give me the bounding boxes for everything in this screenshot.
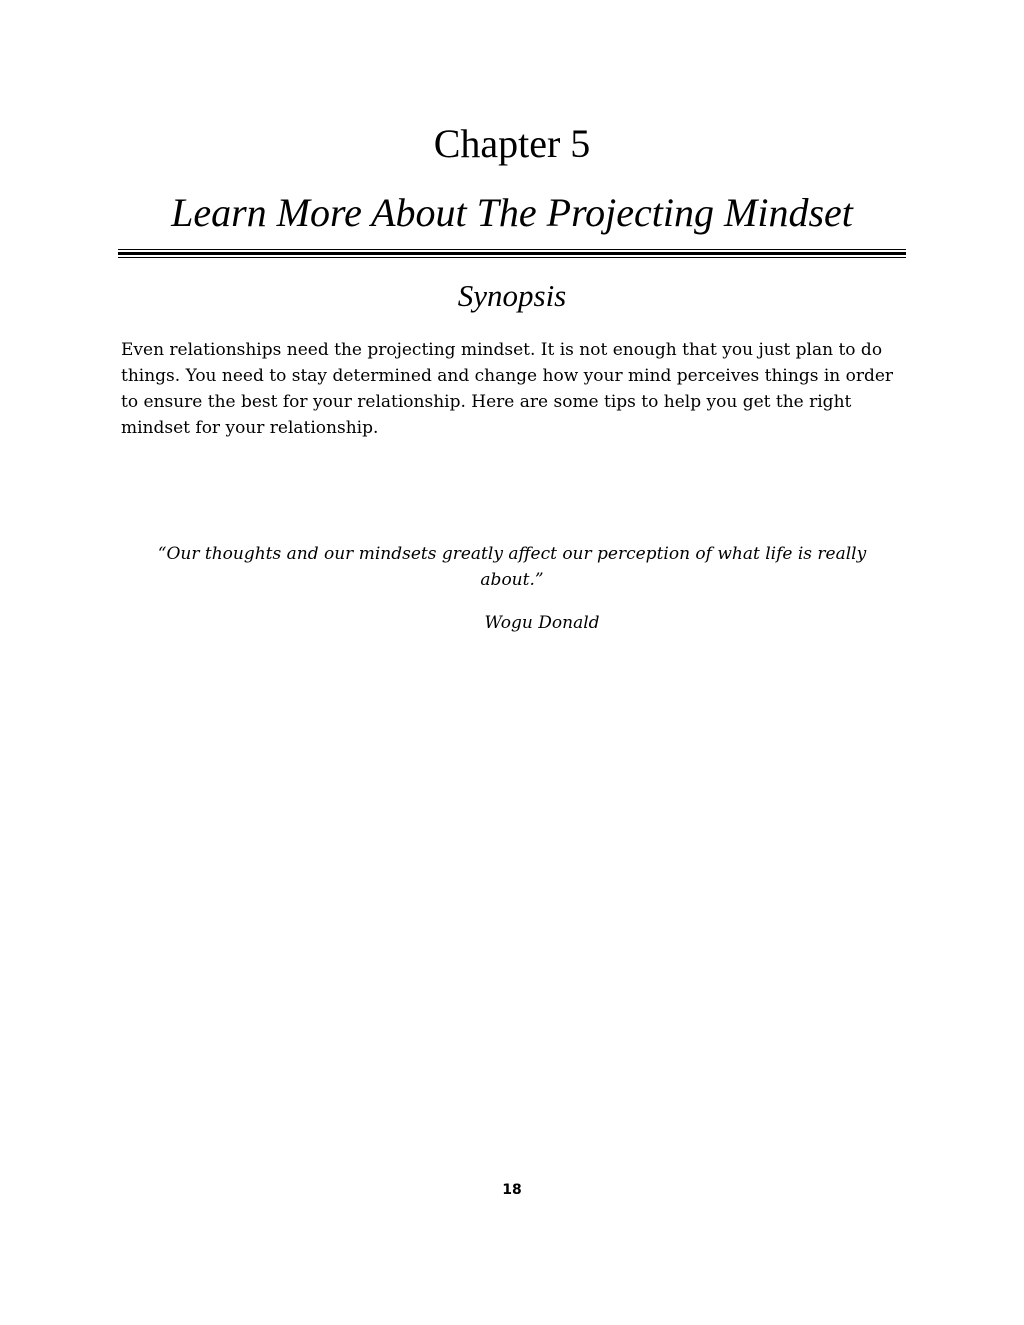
quote-author: Wogu Donald xyxy=(484,613,600,633)
chapter-title: Learn More About The Projecting Mindset xyxy=(171,190,853,235)
title-divider xyxy=(118,249,906,259)
divider-line-bottom xyxy=(118,257,906,258)
divider-line-middle xyxy=(118,252,906,255)
synopsis-paragraph: Even relationships need the projecting mindset. It is not enough that you just plan to do things. You need to stay determined and change how your mind perceives things in order to ensure the best for your relationship. Here are some tips to help you get the right mindset for your relationship. xyxy=(121,340,894,438)
section-heading: Synopsis xyxy=(457,278,567,313)
quote-text: “Our thoughts and our mindsets greatly affect our perception of what life is really about.” xyxy=(157,544,867,590)
page-number: 18 xyxy=(502,1182,522,1198)
chapter-number: Chapter 5 xyxy=(433,121,591,166)
divider-line-top xyxy=(118,249,906,250)
